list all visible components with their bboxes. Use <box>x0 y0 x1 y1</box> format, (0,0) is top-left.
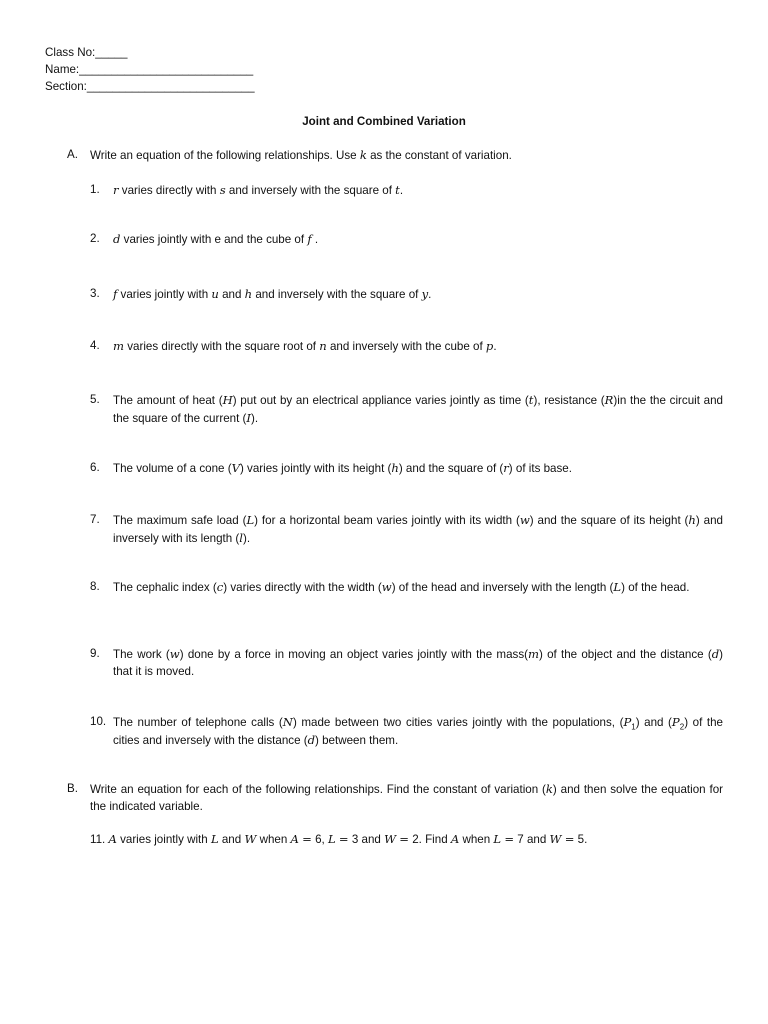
item-text: A varies jointly with L and W when A = 6, L = 3 and W = 2. Find A when L = 7 and W = 5. <box>108 832 588 846</box>
list-item <box>90 338 723 356</box>
item-text: The amount of heat (H) put out by an electrical appliance varies jointly as time (t), resistance (R)in the the circuit and the square of the current (I). <box>113 393 723 425</box>
section-b-instruction <box>67 781 723 815</box>
list-item <box>90 512 723 547</box>
item-number: 10. <box>90 715 107 728</box>
item-number: 3. <box>90 287 100 300</box>
item-number: 2. <box>90 232 100 245</box>
item-number: 7. <box>90 513 100 526</box>
list-item <box>90 646 723 680</box>
item-text: The number of telephone calls (N) made between two cities varies jointly with the populations, $(P_1)$ and $(P_2)$ of the cities and inversely with the distance (d) between them. <box>113 715 723 747</box>
item-text: d varies jointly with e and the cube of f . <box>113 232 319 246</box>
item-number: 11. <box>90 833 109 846</box>
item-number: 6. <box>90 461 100 474</box>
item-number: 4. <box>90 339 100 352</box>
list-item <box>90 714 723 749</box>
item-number: 5. <box>90 393 100 406</box>
section-a-instruction <box>67 147 723 165</box>
item-text: The cephalic index (c) varies directly with the width (w) of the head and inversely with the length (L) of the head. <box>113 580 690 594</box>
item-text: The maximum safe load (L) for a horizontal beam varies jointly with its width (w) and the square of its height (h) and inversely with its length (l). <box>113 513 723 545</box>
item-text: The work (w) done by a force in moving an object varies jointly with the mass(m) of the object and the distance (d) that it is moved. <box>113 647 724 678</box>
name-field: Name:___________________________ <box>45 63 254 76</box>
section-b-text: Write an equation for each of the following relationships. Find the constant of variation (k) and then solve the equation for the indicated variable. <box>90 782 724 813</box>
item-text: f varies jointly with u and h and inversely with the square of y. <box>113 287 432 301</box>
item-text: m varies directly with the square root of n and inversely with the cube of p. <box>113 339 497 353</box>
list-item <box>90 831 723 849</box>
item-text: r varies directly with s and inversely with the square of t. <box>113 183 404 197</box>
item-number: 1. <box>90 183 100 196</box>
worksheet-title: Joint and Combined Variation <box>302 115 466 128</box>
list-item <box>90 286 723 304</box>
list-item <box>90 460 723 478</box>
section-a-text: Write an equation of the following relationships. Use k as the constant of variation. <box>90 148 512 162</box>
section-b-label: B. <box>67 782 78 795</box>
list-item <box>90 392 723 427</box>
section-field: Section:__________________________ <box>45 80 255 93</box>
list-item <box>90 231 723 249</box>
item-number: 9. <box>90 647 100 660</box>
class-no-field: Class No:_____ <box>45 46 128 59</box>
list-item <box>90 579 723 597</box>
list-item <box>90 182 723 200</box>
section-a-label: A. <box>67 148 78 161</box>
item-number: 8. <box>90 580 100 593</box>
item-text: The volume of a cone (V) varies jointly with its height (h) and the square of (r) of its base. <box>113 461 572 475</box>
